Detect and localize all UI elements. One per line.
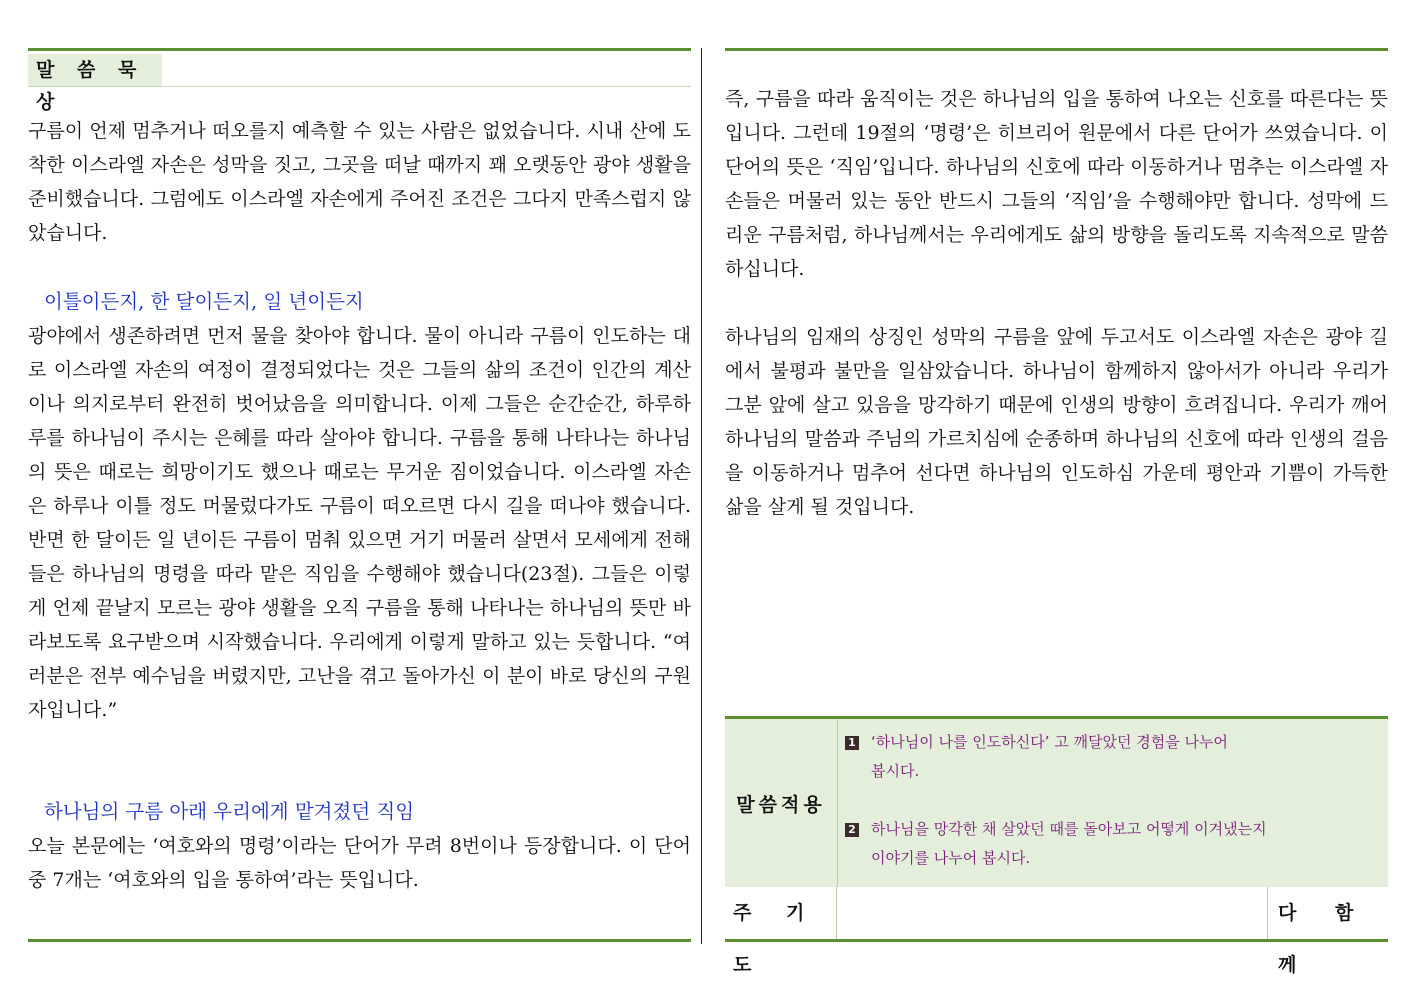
right-paragraph-2: 하나님의 임재의 상징인 성막의 구름을 앞에 두고서도 이스라엘 자손은 광야 길에서 불평과 불만을 일삼았습니다. 하나님이 함께하지 않아서가 아니라 우리가 그분 앞에 살고 있음을 망각하기 때문에 인생의 방향이 흐려집니다. 우리가 깨어 하나님의 말씀과 주님의 가르치심에 순종하며 하나님의 신호에 따라 인생의 걸음을 이동하거나 멈추어 선다면 하나님의 인도하심 가운데 평안과 기쁨이 가득한 삶을 살게 될 것입니다. (725, 326, 1388, 518)
column-divider (701, 48, 702, 944)
together-label: 다 함 께 (1267, 887, 1388, 939)
paragraph-1: 광야에서 생존하려면 먼저 물을 찾아야 합니다. 물이 아니라 구름이 인도하는 대로 이스라엘 자손의 여정이 결정되었다는 것은 그들의 삶의 조건이 인간의 계산이나 의지로부터 완전히 벗어났음을 의미합니다. 이제 그들은 순간순간, 하루하루를 하나님이 주시는 은혜를 따라 살아야 합니다. 구름을 통해 나타나는 하나님의 뜻은 때로는 희망이기도 했으나 때로는 무거운 짐이었습니다. 이스라엘 자손은 하루나 이틀 정도 머물렀다가도 구름이 떠오르면 다시 길을 떠나야 했습니다. 반면 한 달이든 일 년이든 구름이 멈춰 있으면 거기 머물러 살면서 모세에게 전해 들은 하나님의 명령을 따라 맡은 직임을 수행해야 했습니다(23절). 그들은 이렇게 언제 끝날지 모르는 광야 생활을 오직 구름을 통해 나타나는 하나님의 뜻만 바라보도록 요구받으며 시작했습니다. 우리에게 이렇게 말하고 있는 듯합니다. “여러분은 전부 예수님을 버렸지만, 고난을 겪고 돌아가신 이 분이 바로 당신의 구원자입니다.” (28, 325, 691, 721)
prayer-row (725, 887, 1388, 976)
top-rule (28, 48, 691, 51)
subheading-1: 이틀이든지, 한 달이든지, 일 년이든지 (44, 290, 364, 313)
right-column (725, 48, 1388, 976)
application-label: 말씀적용 (725, 719, 838, 887)
bottom-rule (28, 939, 691, 942)
top-rule (725, 48, 1388, 51)
application-item-text: ‘하나님이 나를 인도하신다’ 고 깨달았던 경험을 나누어 (871, 733, 1228, 751)
bottom-rule (725, 939, 1388, 942)
section-underline (28, 86, 691, 87)
application-item-2 (845, 815, 1380, 873)
application-box (725, 716, 1388, 976)
prayer-label: 주 기 도 (725, 887, 837, 939)
subheading-2: 하나님의 구름 아래 우리에게 맡겨졌던 직임 (44, 800, 415, 823)
number-badge: 1 (845, 736, 859, 750)
left-column (28, 48, 691, 942)
application-item-text: 이야기를 나누어 봅시다. (871, 849, 1031, 867)
application-item-text: 하나님을 망각한 채 살았던 때를 돌아보고 어떻게 이겨냈는지 (871, 820, 1267, 838)
paragraph-2: 오늘 본문에는 ‘여호와의 명령’이라는 단어가 무려 8번이나 등장합니다. 이 단어 중 7개는 ‘여호와의 입을 통하여’라는 뜻입니다. (28, 835, 691, 891)
application-item-1 (845, 728, 1380, 786)
intro-paragraph: 구름이 언제 멈추거나 떠오를지 예측할 수 있는 사람은 없었습니다. 시내 산에 도착한 이스라엘 자손은 성막을 짓고, 그곳을 떠날 때까지 꽤 오랫동안 광야 생활을 준비했습니다. 그럼에도 이스라엘 자손에게 주어진 조건은 그다지 만족스럽지 않았습니다. (28, 120, 691, 244)
number-badge: 2 (845, 823, 859, 837)
section-title: 말 씀 묵 상 (28, 54, 162, 86)
right-paragraph-1: 즉, 구름을 따라 움직이는 것은 하나님의 입을 통하여 나오는 신호를 따른다는 뜻입니다. 그런데 19절의 ‘명령’은 히브리어 원문에서 다른 단어가 쓰였습니다. 이 단어의 뜻은 ‘직임’입니다. 하나님의 신호에 따라 이동하거나 멈추는 이스라엘 자손들은 머물러 있는 동안 반드시 그들의 ‘직임’을 수행해야만 합니다. 성막에 드리운 구름처럼, 하나님께서는 우리에게도 삶의 방향을 돌리도록 지속적으로 말씀하십니다. (725, 88, 1388, 280)
application-item-text: 봅시다. (871, 762, 920, 780)
